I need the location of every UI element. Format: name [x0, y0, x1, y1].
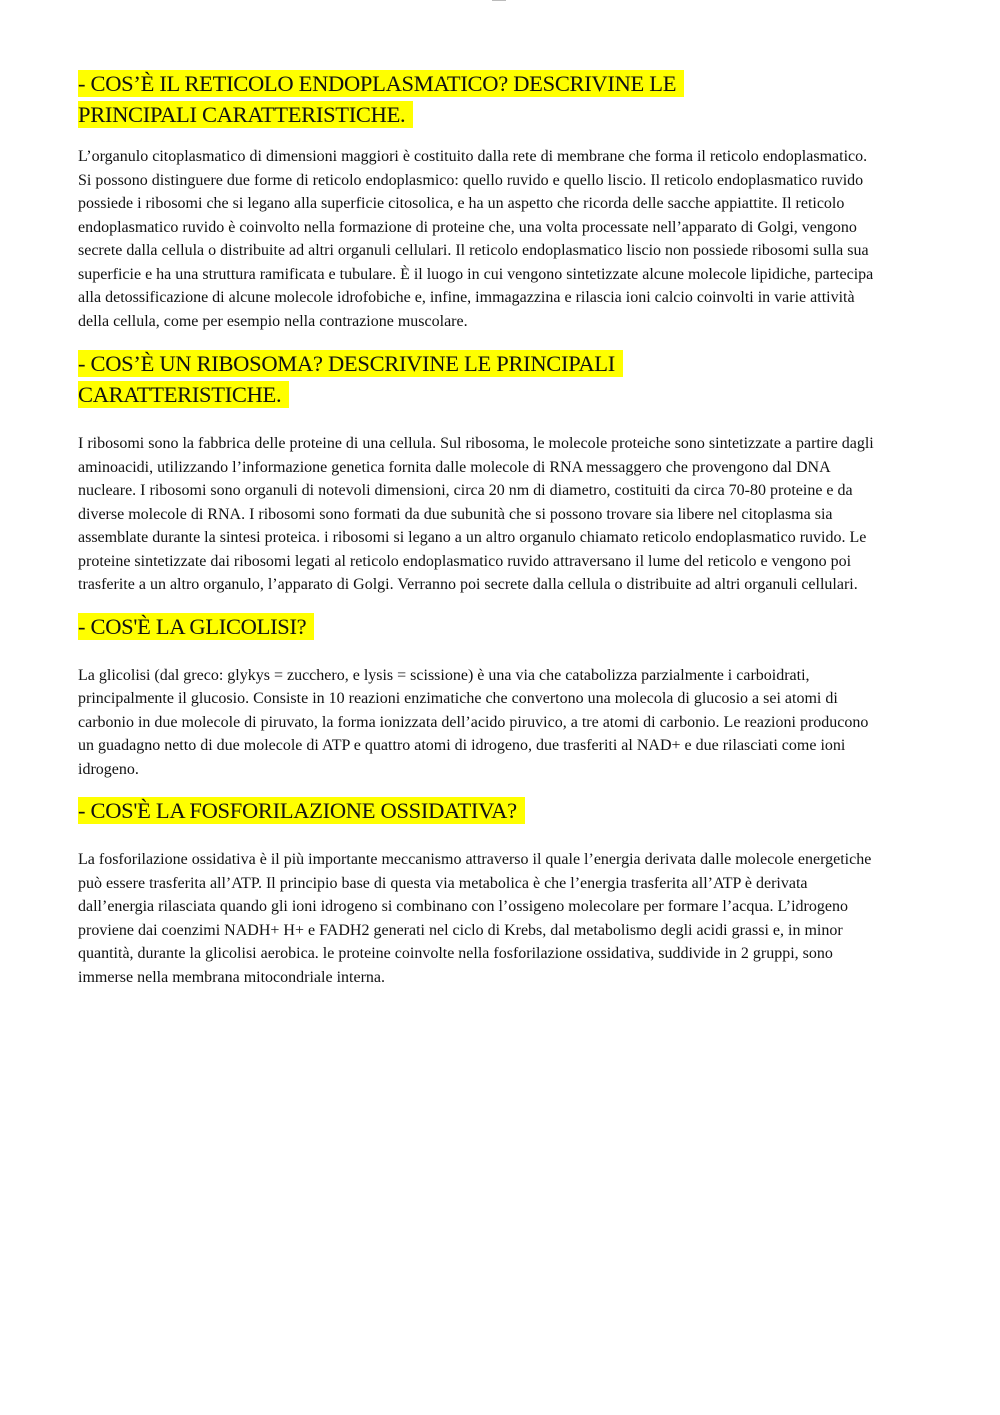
- section-ribosoma: [78, 348, 878, 597]
- section-paragraph: I ribosomi sono la fabbrica delle proteine di una cellula. Sul ribosoma, le molecole proteiche sono sintetizzate a partire dagli aminoacidi, utilizzando l’informazione genetica fornita dalle molecole di RNA messaggero che provengono dal DNA nucleare. I ribosomi sono organuli di notevoli dimensioni, circa 20 nm di diametro, costituiti da circa 70-80 proteine e da diverse molecole di RNA. I ribosomi sono formati da due subunità che si possono trovare sia libere nel citoplasma sia assemblate durante la sintesi proteica. i ribosomi si legano a un altro organulo chiamato reticolo endoplasmatico ruvido. Le proteine sintetizzate dai ribosomi legati al reticolo endoplasmatico ruvido attraversano il lume del reticolo e vengono poi trasferite a un altro organulo, l’apparato di Golgi. Verranno poi secrete dalla cellula o distribuite ad altri organuli cellulari.: [78, 435, 874, 593]
- section-heading-text: - COS’È IL RETICOLO ENDOPLASMATICO? DESCRIVINE LE PRINCIPALI CARATTERISTICHE.: [78, 70, 684, 128]
- section-paragraph: L’organulo citoplasmatico di dimensioni maggiori è costituito dalla rete di membrane che forma il reticolo endoplasmatico. Si possono distinguere due forme di reticolo endoplasmico: quello ruvido e quello liscio. Il reticolo endoplasmatico ruvido possiede i ribosomi che si legano alla superficie citosolica, e ha un aspetto che ricorda delle sacche appiattite. Il reticolo endoplasmatico ruvido è coinvolto nella formazione di proteine che, una volta processate nell’apparato di Golgi, vengono secrete dalla cellula o distribuite ad altri organuli cellulari. Il reticolo endoplasmatico liscio non possiede ribosomi sulla sua superficie e ha una struttura ramificata e tubulare. È il luogo in cui vengono sintetizzate alcune molecole lipidiche, partecipa alla detossificazione di alcune molecole idrofobiche e, infine, immagazzina e rilascia ioni calcio coinvolti in varie attività della cellula, come per esempio nella contrazione muscolare.: [78, 148, 874, 330]
- section-heading-text: - COS’È UN RIBOSOMA? DESCRIVINE LE PRINCIPALI CARATTERISTICHE.: [78, 350, 623, 408]
- section-paragraph: La fosforilazione ossidativa è il più importante meccanismo attraverso il quale l’energia derivata dalle molecole energetiche può essere trasferita all’ATP. Il principio base di questa via metabolica è che l’energia trasferita all’ATP è derivata dall’energia rilasciata quando gli ioni idrogeno si combinano con l’ossigeno molecolare per formare l’acqua. L’idrogeno proviene dai coenzimi NADH+ H+ e FADH2 generati nel ciclo di Krebs, dal metabolismo degli acidi grassi e, in minor quantità, durante la glicolisi aerobica. le proteine coinvolte nella fosforilazione ossidativa, suddivide in 2 gruppi, sono immerse nella membrana mitocondriale interna.: [78, 851, 872, 986]
- section-heading: [78, 348, 658, 410]
- section-heading-text: - COS'È LA GLICOLISI?: [78, 613, 314, 640]
- section-fosforilazione-ossidativa: [78, 795, 878, 989]
- page-header-mark: [492, 0, 506, 3]
- section-reticolo-endoplasmatico: [78, 68, 878, 333]
- section-heading: [78, 68, 718, 130]
- section-heading-text: - COS'È LA FOSFORILAZIONE OSSIDATIVA?: [78, 797, 525, 824]
- section-heading: [78, 611, 878, 642]
- document-content: [78, 68, 878, 989]
- section-glicolisi: [78, 611, 878, 782]
- section-heading: [78, 795, 878, 826]
- section-paragraph: La glicolisi (dal greco: glykys = zucchero, e lysis = scissione) è una via che catabolizza parzialmente i carboidrati, principalmente il glucosio. Consiste in 10 reazioni enzimatiche che convertono una molecola di glucosio a sei atomi di carbonio in due molecole di piruvato, la forma ionizzata dell’acido piruvico, a tre atomi di carbonio. Le reazioni producono un guadagno netto di due molecole di ATP e quattro atomi di idrogeno, due trasferiti al NAD+ e due rilasciati come ioni idrogeno.: [78, 666, 869, 778]
